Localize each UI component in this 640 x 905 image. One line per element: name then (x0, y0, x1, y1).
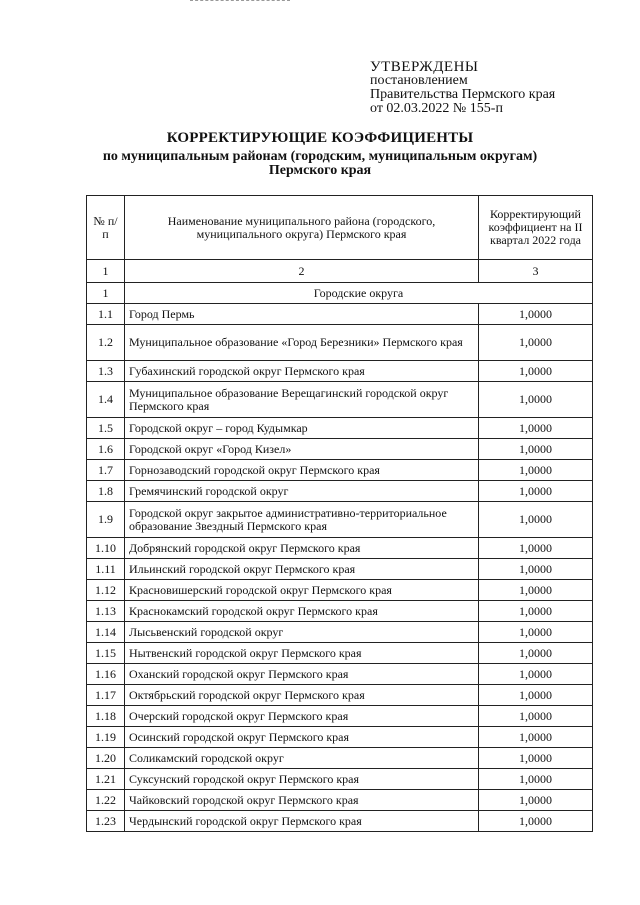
approval-line-3: Правительства Пермского края (370, 87, 556, 102)
row-value: 1,0000 (479, 622, 593, 643)
row-num: 1.21 (87, 769, 125, 790)
row-name: Горнозаводский городской округ Пермского края (125, 460, 479, 481)
row-name: Лысьвенский городской округ (125, 622, 479, 643)
table-row (87, 439, 593, 460)
row-num: 1.19 (87, 727, 125, 748)
row-num: 1.23 (87, 811, 125, 832)
subtitle-line-1: по муниципальным районам (городским, муниципальным округам) (102, 149, 538, 164)
table-row (87, 304, 593, 325)
row-name: Губахинский городской округ Пермского края (125, 361, 479, 382)
approval-line-2: постановлением (370, 73, 468, 88)
row-name: Осинский городской округ Пермского края (125, 727, 479, 748)
row-name: Муниципальное образование «Город Березники» Пермского края (125, 325, 479, 361)
header-coef: Корректирующий коэффициент на II квартал 2022 года (479, 196, 593, 260)
document-subtitle (0, 150, 640, 178)
row-name: Город Пермь (125, 304, 479, 325)
table-row (87, 622, 593, 643)
row-num: 1.18 (87, 706, 125, 727)
table-row (87, 481, 593, 502)
row-num: 1.7 (87, 460, 125, 481)
table-row (87, 769, 593, 790)
row-value: 1,0000 (479, 601, 593, 622)
table-row (87, 790, 593, 811)
row-name: Гремячинский городской округ (125, 481, 479, 502)
row-value: 1,0000 (479, 727, 593, 748)
row-name: Красновишерский городской округ Пермского края (125, 580, 479, 601)
document-title: КОРРЕКТИРУЮЩИЕ КОЭФФИЦИЕНТЫ (166, 130, 474, 146)
row-name: Краснокамский городской округ Пермского края (125, 601, 479, 622)
row-name: Суксунский городской округ Пермского края (125, 769, 479, 790)
header-name: Наименование муниципального района (городского, муниципального округа) Пермского края (125, 196, 479, 260)
row-value: 1,0000 (479, 382, 593, 418)
row-value: 1,0000 (479, 769, 593, 790)
row-num: 1.20 (87, 748, 125, 769)
section-row (87, 283, 593, 304)
row-value: 1,0000 (479, 643, 593, 664)
table-row (87, 325, 593, 361)
row-name: Муниципальное образование Верещагинский городской округ Пермского края (125, 382, 479, 418)
table-row (87, 601, 593, 622)
row-value: 1,0000 (479, 685, 593, 706)
row-value: 1,0000 (479, 304, 593, 325)
row-name: Чердынский городской округ Пермского края (125, 811, 479, 832)
row-name: Чайковский городской округ Пермского края (125, 790, 479, 811)
table-row (87, 382, 593, 418)
row-num: 1.2 (87, 325, 125, 361)
table-row (87, 727, 593, 748)
row-name: Соликамский городской округ (125, 748, 479, 769)
row-num: 1.11 (87, 559, 125, 580)
row-num: 1.17 (87, 685, 125, 706)
row-value: 1,0000 (479, 361, 593, 382)
row-value: 1,0000 (479, 748, 593, 769)
row-num: 1.9 (87, 502, 125, 538)
table-row (87, 361, 593, 382)
table-row (87, 502, 593, 538)
row-value: 1,0000 (479, 559, 593, 580)
column-number: 3 (479, 260, 593, 283)
table-header-row (87, 196, 593, 260)
approval-stamp (370, 60, 555, 116)
row-num: 1.14 (87, 622, 125, 643)
row-num: 1.13 (87, 601, 125, 622)
row-value: 1,0000 (479, 811, 593, 832)
row-name: Нытвенский городской округ Пермского края (125, 643, 479, 664)
row-value: 1,0000 (479, 502, 593, 538)
row-name: Октябрьский городской округ Пермского края (125, 685, 479, 706)
scan-edge-marks (190, 0, 290, 3)
approval-line-1: УТВЕРЖДЕНЫ (370, 59, 479, 75)
table-row (87, 538, 593, 559)
row-name: Городской округ «Город Кизел» (125, 439, 479, 460)
row-num: 1.15 (87, 643, 125, 664)
row-name: Ильинский городской округ Пермского края (125, 559, 479, 580)
approval-line-4: от 02.03.2022 № 155-п (370, 101, 503, 116)
subtitle-line-2: Пермского края (268, 163, 372, 178)
row-num: 1.6 (87, 439, 125, 460)
row-num: 1.22 (87, 790, 125, 811)
coefficients-table (86, 195, 593, 832)
row-num: 1.5 (87, 418, 125, 439)
row-value: 1,0000 (479, 439, 593, 460)
table-row (87, 811, 593, 832)
column-number-row (87, 260, 593, 283)
table-row (87, 643, 593, 664)
section-num: 1 (87, 283, 125, 304)
row-num: 1.8 (87, 481, 125, 502)
table-row (87, 580, 593, 601)
row-name: Городской округ – город Кудымкар (125, 418, 479, 439)
column-number: 2 (125, 260, 479, 283)
table-row (87, 460, 593, 481)
row-name: Добрянский городской округ Пермского края (125, 538, 479, 559)
row-num: 1.1 (87, 304, 125, 325)
row-name: Городской округ закрытое административно-территориальное образование Звездный Пермского края (125, 502, 479, 538)
row-value: 1,0000 (479, 580, 593, 601)
section-name: Городские округа (125, 283, 593, 304)
row-num: 1.3 (87, 361, 125, 382)
row-value: 1,0000 (479, 706, 593, 727)
table-row (87, 706, 593, 727)
row-value: 1,0000 (479, 418, 593, 439)
column-number: 1 (87, 260, 125, 283)
row-num: 1.4 (87, 382, 125, 418)
row-num: 1.16 (87, 664, 125, 685)
header-num: № п/п (87, 196, 125, 260)
row-value: 1,0000 (479, 460, 593, 481)
row-value: 1,0000 (479, 538, 593, 559)
table-row (87, 418, 593, 439)
row-value: 1,0000 (479, 325, 593, 361)
row-name: Очерский городской округ Пермского края (125, 706, 479, 727)
table-row (87, 559, 593, 580)
row-value: 1,0000 (479, 481, 593, 502)
row-num: 1.10 (87, 538, 125, 559)
row-name: Оханский городской округ Пермского края (125, 664, 479, 685)
row-value: 1,0000 (479, 664, 593, 685)
table-row (87, 748, 593, 769)
row-num: 1.12 (87, 580, 125, 601)
table-row (87, 685, 593, 706)
table-row (87, 664, 593, 685)
row-value: 1,0000 (479, 790, 593, 811)
